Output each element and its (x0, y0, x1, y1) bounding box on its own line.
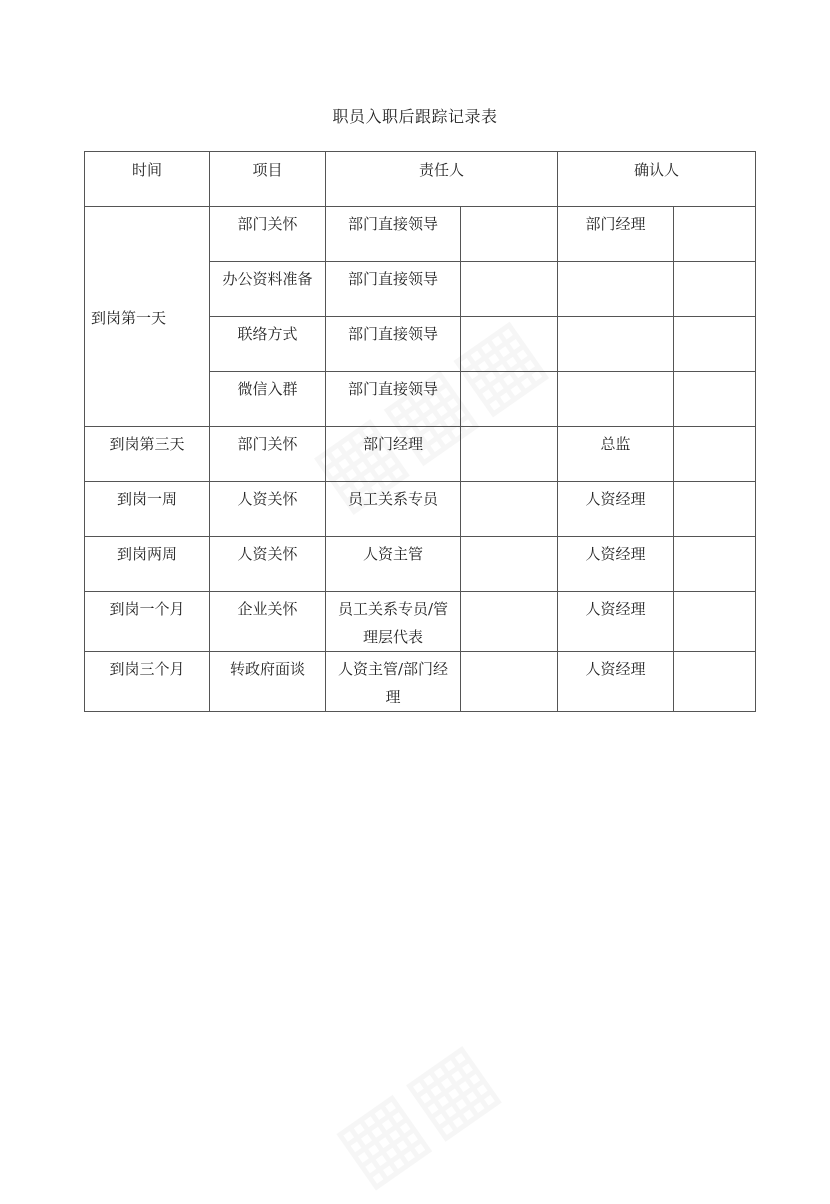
item-cell: 部门关怀 (210, 207, 326, 262)
table-row (85, 207, 756, 262)
responsible-blank-cell (461, 427, 558, 482)
confirmer-cell: 人资经理 (558, 537, 674, 592)
item-cell: 联络方式 (210, 317, 326, 372)
item-cell: 人资关怀 (210, 537, 326, 592)
responsible-blank-cell (461, 207, 558, 262)
table-row (85, 592, 756, 652)
header-time: 时间 (85, 152, 210, 207)
period-cell: 到岗第一天 (85, 207, 210, 427)
item-cell: 办公资料准备 (210, 262, 326, 317)
item-cell: 转政府面谈 (210, 652, 326, 712)
confirmer-blank-cell (674, 652, 756, 712)
period-cell: 到岗一个月 (85, 592, 210, 652)
responsible-cell: 员工关系专员/管理层代表 (326, 592, 461, 652)
period-cell: 到岗三个月 (85, 652, 210, 712)
confirmer-cell (558, 372, 674, 427)
responsible-blank-cell (461, 262, 558, 317)
responsible-blank-cell (461, 317, 558, 372)
responsible-cell: 部门直接领导 (326, 207, 461, 262)
responsible-blank-cell (461, 372, 558, 427)
responsible-cell: 人资主管 (326, 537, 461, 592)
responsible-cell: 部门直接领导 (326, 372, 461, 427)
confirmer-cell: 部门经理 (558, 207, 674, 262)
confirmer-cell: 人资经理 (558, 482, 674, 537)
table-row (85, 652, 756, 712)
confirmer-blank-cell (674, 427, 756, 482)
period-cell: 到岗第三天 (85, 427, 210, 482)
confirmer-cell (558, 317, 674, 372)
responsible-cell: 部门直接领导 (326, 262, 461, 317)
header-responsible: 责任人 (326, 152, 558, 207)
confirmer-cell: 总监 (558, 427, 674, 482)
table-row (85, 427, 756, 482)
responsible-blank-cell (461, 537, 558, 592)
responsible-blank-cell (461, 592, 558, 652)
item-cell: 企业关怀 (210, 592, 326, 652)
header-item: 项目 (210, 152, 326, 207)
responsible-cell: 部门经理 (326, 427, 461, 482)
confirmer-blank-cell (674, 372, 756, 427)
responsible-blank-cell (461, 482, 558, 537)
period-cell: 到岗一周 (85, 482, 210, 537)
responsible-blank-cell (461, 652, 558, 712)
confirmer-blank-cell (674, 482, 756, 537)
item-cell: 人资关怀 (210, 482, 326, 537)
table-header-row (85, 152, 756, 207)
confirmer-blank-cell (674, 262, 756, 317)
item-cell: 微信入群 (210, 372, 326, 427)
watermark-mark (315, 1021, 515, 1204)
document-title: 职员入职后跟踪记录表 (332, 107, 498, 126)
table-row (85, 482, 756, 537)
item-cell: 部门关怀 (210, 427, 326, 482)
confirmer-blank-cell (674, 317, 756, 372)
confirmer-blank-cell (674, 592, 756, 652)
responsible-cell: 部门直接领导 (326, 317, 461, 372)
period-cell: 到岗两周 (85, 537, 210, 592)
confirmer-cell: 人资经理 (558, 592, 674, 652)
confirmer-cell (558, 262, 674, 317)
confirmer-cell: 人资经理 (558, 652, 674, 712)
confirmer-blank-cell (674, 537, 756, 592)
responsible-cell: 员工关系专员 (326, 482, 461, 537)
table-row (85, 537, 756, 592)
responsible-cell: 人资主管/部门经理 (326, 652, 461, 712)
confirmer-blank-cell (674, 207, 756, 262)
tracking-record-table (84, 151, 756, 712)
header-confirmer: 确认人 (558, 152, 756, 207)
